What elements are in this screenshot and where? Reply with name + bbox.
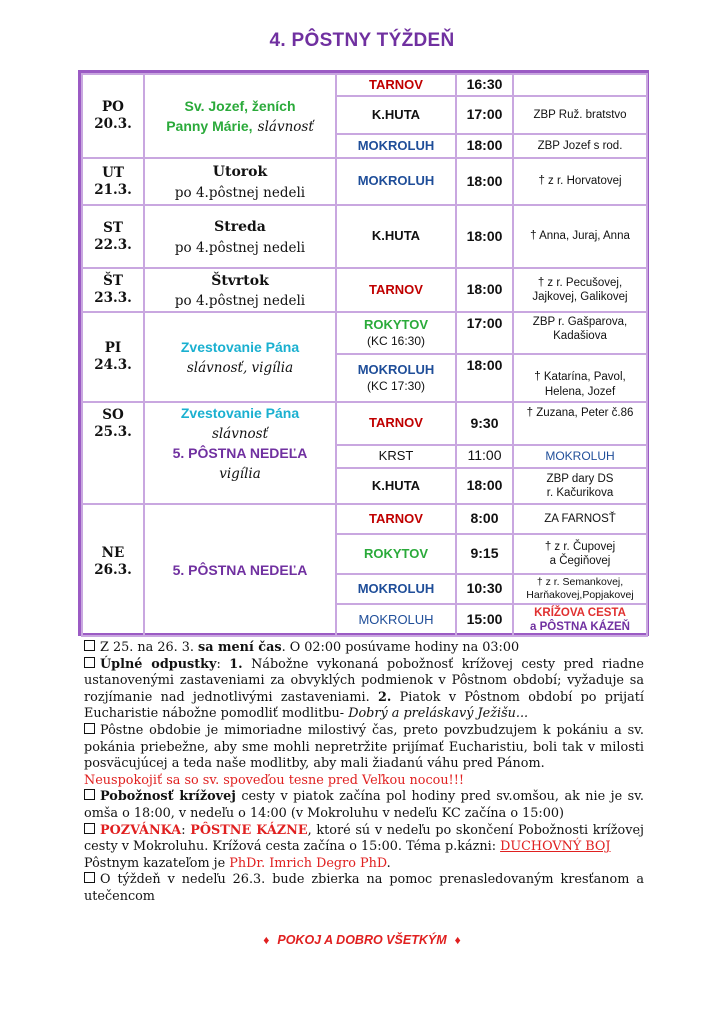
time-cell: 8:00 [456, 504, 513, 534]
intention-cell: † z r. Pecušovej, Jajkovej, Galikovej [513, 268, 647, 312]
checkbox-icon [84, 723, 95, 734]
intention-cell: † z r. Horvatovej [513, 158, 647, 205]
intention-cell: MOKROLUH [513, 445, 647, 468]
page-title: 4. PÔSTNY TÝŽDEŇ [269, 30, 455, 51]
time-cell: 18:00 [456, 134, 513, 158]
checkbox-icon [84, 872, 95, 883]
checkbox-icon [84, 823, 95, 834]
table-row [82, 158, 647, 205]
day-cell: UT 21.3. [82, 158, 144, 205]
time-cell: 18:00 [456, 354, 513, 402]
place-cell: MOKROLUH [336, 574, 456, 604]
time-cell: 18:00 [456, 158, 513, 205]
place-cell: K.HUTA [336, 205, 456, 268]
time-cell: 9:30 [456, 402, 513, 445]
table-row [82, 312, 647, 354]
place-cell: K.HUTA [336, 96, 456, 134]
table-row [82, 268, 647, 312]
day-cell: PO 20.3. [82, 74, 144, 158]
feast-cell: Štvrtok po 4.pôstnej nedeli [144, 268, 336, 312]
intention-cell: † z r. Semankovej, Harňakovej,Popjakovej [513, 574, 647, 604]
table-row [82, 402, 647, 445]
table-row [82, 205, 647, 268]
intention-cell: † Zuzana, Peter č.86 [513, 402, 647, 445]
table-row [82, 504, 647, 534]
intention-cell: ZBP Jozef s rod. [513, 134, 647, 158]
note-indulgences: Úplné odpustky: 1. Nábožne vykonaná pobožnosť krížovej cesty pred riadne ustanovenými zastaveniami za obvyklých podmienok v Pôstnom období; vyžaduje sa rozjímanie nad jednotlivými zastaveniami. 2. Piatok v Pôstnom období po prijatí Eucharistie nábožne pomodliť modlitbu- Dobrý a preláskavý Ježišu... [84, 656, 644, 722]
time-cell: 18:00 [456, 468, 513, 504]
feast-cell: Utorok po 4.pôstnej nedeli [144, 158, 336, 205]
place-cell: MOKROLUH [336, 604, 456, 636]
note-collection: O týždeň v nedeľu 26.3. bude zbierka na pomoc prenasledovaným kresťanom a utečencom [84, 872, 644, 904]
time-cell: 11:00 [456, 445, 513, 468]
place-cell: ROKYTOV (KC 16:30) [336, 312, 456, 354]
day-cell: SO 25.3. [82, 402, 144, 504]
place-cell: TARNOV [336, 268, 456, 312]
place-cell: MOKROLUH [336, 158, 456, 205]
diamond-icon: ♦ [263, 933, 270, 947]
intention-cell: ZA FARNOSŤ [513, 504, 647, 534]
checkbox-icon [84, 789, 95, 800]
note-time-change: Z 25. na 26. 3. sa mení čas. O 02:00 posúvame hodiny na 03:00 [84, 640, 644, 657]
intention-cell: † Anna, Juraj, Anna [513, 205, 647, 268]
time-cell: 16:30 [456, 74, 513, 96]
feast-cell: 5. PÔSTNA NEDEĽA [144, 504, 336, 636]
place-cell: TARNOV [336, 74, 456, 96]
place-cell: TARNOV [336, 402, 456, 445]
intention-cell: KRÍŽOVA CESTA a PÔSTNA KÁZEŇ [513, 604, 647, 636]
intention-cell: ZBP r. Gašparova, Kadašiova [513, 312, 647, 354]
place-cell: K.HUTA [336, 468, 456, 504]
intention-cell [513, 74, 647, 96]
time-cell: 17:00 [456, 96, 513, 134]
feast-cell: Streda po 4.pôstnej nedeli [144, 205, 336, 268]
place-cell: ROKYTOV [336, 534, 456, 574]
time-cell: 18:00 [456, 205, 513, 268]
place-cell: MOKROLUH (KC 17:30) [336, 354, 456, 402]
note-stations: Pobožnosť krížovej cesty v piatok začína pol hodiny pred sv.omšou, ak nie je sv. omša o 18:00, v nedeľu o 14:00 (v Mokroluhu v nedeľu KC začína o 15:00) [84, 789, 644, 821]
place-cell: MOKROLUH [336, 134, 456, 158]
day-cell: ST 22.3. [82, 205, 144, 268]
time-cell: 10:30 [456, 574, 513, 604]
intention-cell: ZBP dary DS r. Kačurikova [513, 468, 647, 504]
intention-cell: † z r. Čupovej a Čegiňovej [513, 534, 647, 574]
feast-cell: Sv. Jozef, ženích Panny Márie, slávnosť [144, 74, 336, 158]
place-cell: TARNOV [336, 504, 456, 534]
day-cell: ŠT 23.3. [82, 268, 144, 312]
intention-cell: ZBP Ruž. bratstvo [513, 96, 647, 134]
schedule-table [81, 73, 648, 637]
note-invitation: POZVÁNKA: PÔSTNE KÁZNE, ktoré sú v nedeľu po skončení Pobožnosti krížovej cesty v Mokroluhu. Krížová cesta začína o 15:00. Téma p.kázni: DUCHOVNÝ BOJ Pôstnym kazateľom je PhDr. Imrich Degro PhD. [84, 822, 644, 871]
time-cell: 15:00 [456, 604, 513, 636]
table-row [82, 74, 647, 96]
checkbox-icon [84, 640, 95, 651]
footer-greeting: ♦ POKOJ A DOBRO VŠETKÝM ♦ [263, 933, 461, 947]
day-cell: PI 24.3. [82, 312, 144, 402]
day-cell: NE 26.3. [82, 504, 144, 636]
feast-cell: Zvestovanie Pána slávnosť 5. PÔSTNA NEDEĽA vigília [144, 402, 336, 504]
time-cell: 17:00 [456, 312, 513, 354]
diamond-icon: ♦ [454, 933, 461, 947]
note-lent: Pôstne obdobie je mimoriadne milostivý čas, preto povzbudzujem k pokániu a sv. pokánia priebežne, aby sme mohli nepretržite prijímať Eucharistiu, boli tak v milosti posväcujúcej a teda naše modlitby, aby mali žiadanú váhu pred Pánom. [84, 722, 644, 772]
announcements [84, 640, 644, 906]
time-cell: 18:00 [456, 268, 513, 312]
checkbox-icon [84, 657, 95, 668]
place-cell: KRST [336, 445, 456, 468]
intention-cell: † Katarína, Pavol, Helena, Jozef [513, 354, 647, 402]
time-cell: 9:15 [456, 534, 513, 574]
feast-cell: Zvestovanie Pána slávnosť, vigília [144, 312, 336, 402]
note-confession: Neuspokojiť sa so sv. spoveďou tesne pred Veľkou nocou!!! [84, 772, 464, 788]
